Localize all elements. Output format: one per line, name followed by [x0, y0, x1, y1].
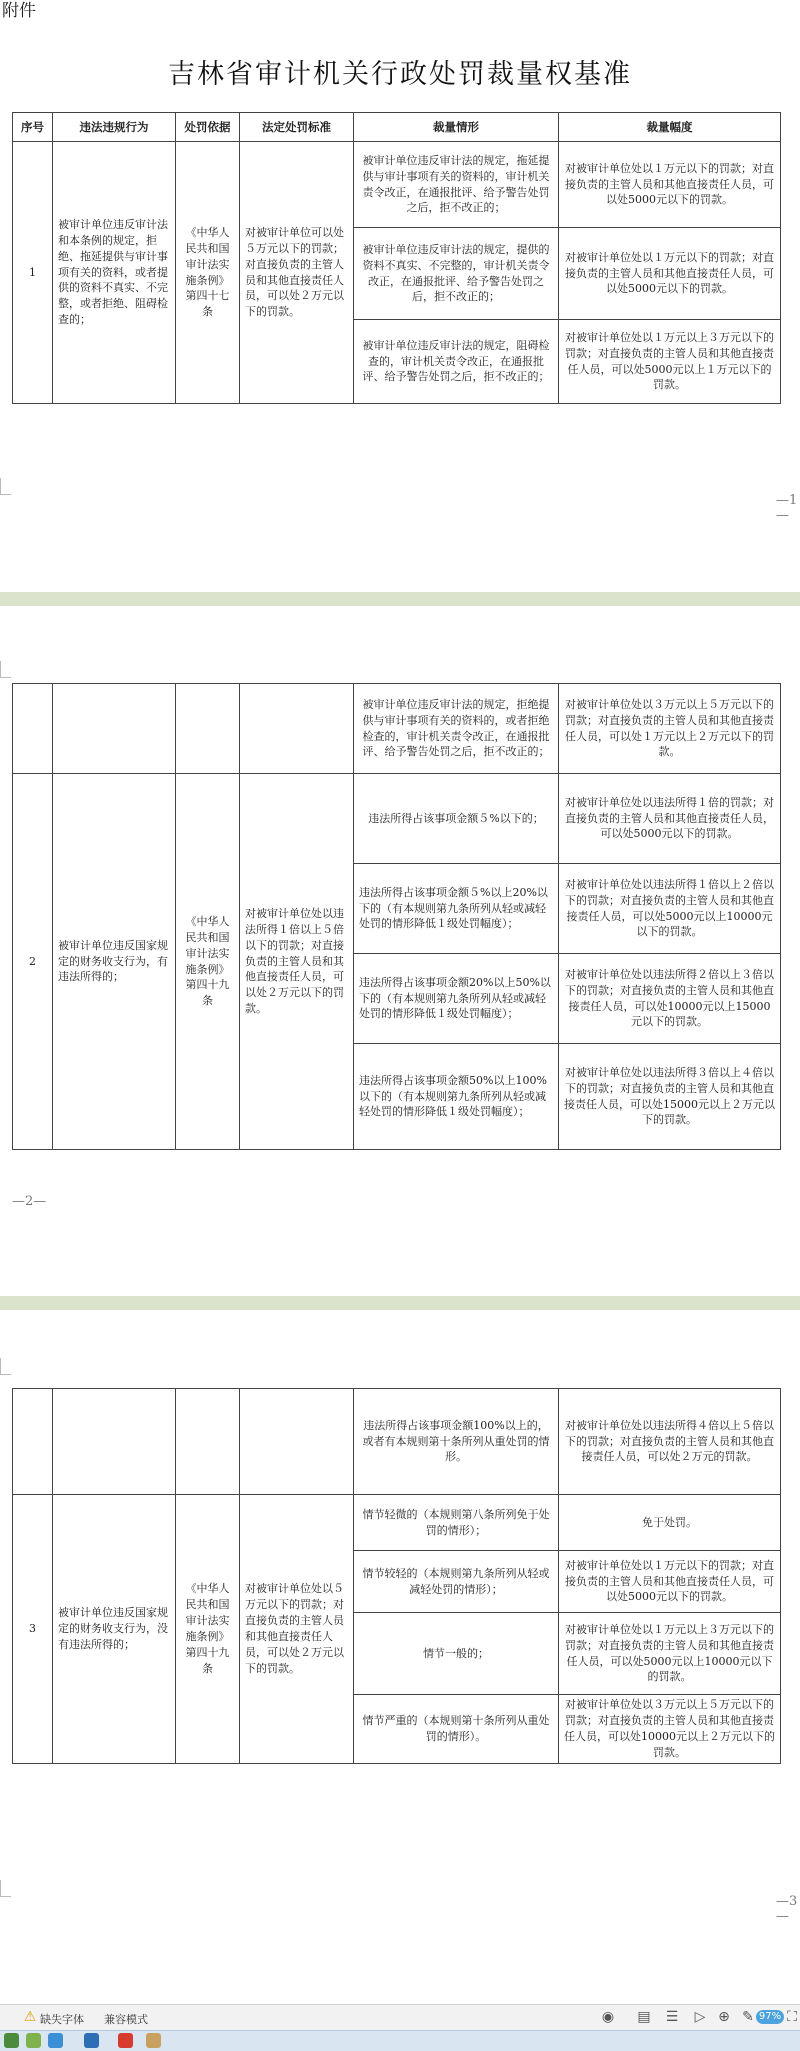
continued-cell — [240, 684, 354, 774]
wps-icon[interactable] — [118, 2033, 133, 2048]
start-icon[interactable] — [4, 2033, 19, 2048]
circumstance: 违法所得占该事项金额５%以上20%以下的（有本规则第九条所列从轻或减轻处罚的情形降低１级处罚幅度）； — [354, 864, 559, 954]
play-icon[interactable]: ▷ — [694, 2009, 706, 2025]
page-number: —2— — [12, 1194, 47, 1209]
row-number: 2 — [13, 774, 53, 1150]
penalty-range: 对被审计单位处以３万元以上５万元以下的罚款；对直接负责的主管人员和其他直接责任人员，可以处10000元以上２万元以下的罚款。 — [559, 1695, 781, 1764]
penalty-basis: 《中华人民共和国审计法实施条例》第四十九条 — [176, 774, 240, 1150]
circumstance: 情节轻微的（本规则第八条所列免于处罚的情形）； — [354, 1495, 559, 1551]
status-bar — [0, 2004, 800, 2031]
web-view-icon[interactable]: ⊕ — [718, 2009, 730, 2025]
header-no: 序号 — [13, 113, 53, 142]
penalty-basis: 《中华人民共和国审计法实施条例》第四十七条 — [176, 142, 240, 404]
penalty-range: 对被审计单位处以违法所得２倍以上３倍以下的罚款；对直接负责的主管人员和其他直接责任人员，可以处10000元以上15000元以下的罚款。 — [559, 954, 781, 1044]
penalty-range: 对被审计单位处以３万元以上５万元以下的罚款；对直接负责的主管人员和其他直接责任人员，可以处１万元以上２万元以下的罚款。 — [559, 684, 781, 774]
continued-cell — [176, 684, 240, 774]
continued-cell — [176, 1389, 240, 1495]
legal-standard: 对被审计单位处以５万元以下的罚款；对直接负责的主管人员和其他直接责任人员，可以处２万元以下的罚款。 — [240, 1495, 354, 1764]
page-number: —1— — [776, 493, 798, 523]
outline-view-icon[interactable]: ☰ — [665, 2009, 679, 2025]
penalty-table-page-1 — [12, 112, 781, 404]
header-behavior: 违法违规行为 — [53, 113, 176, 142]
circumstance: 违法所得占该事项金额50%以上100%以下的（有本规则第九条所列从轻或减轻处罚的情形降低１级处罚幅度）； — [354, 1044, 559, 1150]
taskbar — [0, 2030, 800, 2051]
table-row — [13, 1389, 781, 1495]
circumstance: 被审计单位违反审计法的规定，拒绝提供与审计事项有关的资料的，或者拒绝检查的，审计机关责令改正，在通报批评、给予警告处罚之后，拒不改正的； — [354, 684, 559, 774]
page-1 — [0, 0, 800, 592]
penalty-range: 对被审计单位处以违法所得３倍以上４倍以下的罚款；对直接负责的主管人员和其他直接责任人员，可以处15000元以上２万元以下的罚款。 — [559, 1044, 781, 1150]
penalty-range: 对被审计单位处以违法所得４倍以上５倍以下的罚款；对直接负责的主管人员和其他直接责任人员，可以处２万元的罚款。 — [559, 1389, 781, 1495]
circumstance: 被审计单位违反审计法的规定，提供的资料不真实、不完整的，审计机关责令改正，在通报批评、给予警告处罚之后，拒不改正的； — [354, 228, 559, 320]
attachment-label: 附件 — [2, 1, 36, 21]
circumstance: 被审计单位违反审计法的规定，阻碍检查的，审计机关责令改正，在通报批评、给予警告处罚之后，拒不改正的； — [354, 320, 559, 404]
penalty-range: 对被审计单位处以１万元以上３万元以下的罚款；对直接负责的主管人员和其他直接责任人员，可以处5000元以上１万元以下的罚款。 — [559, 320, 781, 404]
eye-protect-icon[interactable]: ◉ — [601, 2009, 615, 2025]
circumstance: 情节一般的； — [354, 1613, 559, 1695]
page-corner-mark — [0, 1880, 11, 1897]
penalty-range: 对被审计单位处以１万元以下的罚款；对直接负责的主管人员和其他直接责任人员，可以处5000元以下的罚款。 — [559, 1551, 781, 1613]
header-standard: 法定处罚标准 — [240, 113, 354, 142]
table-row — [13, 684, 781, 774]
legal-standard: 对被审计单位可以处５万元以下的罚款；对直接负责的主管人员和其他直接责任人员，可以处２万元以下的罚款。 — [240, 142, 354, 404]
document-title: 吉林省审计机关行政处罚裁量权基准 — [168, 59, 632, 90]
header-range: 裁量幅度 — [559, 113, 781, 142]
continued-cell — [53, 684, 176, 774]
circumstance: 违法所得占该事项金额５%以下的； — [354, 774, 559, 864]
continued-cell — [53, 1389, 176, 1495]
circumstance: 情节较轻的（本规则第九条所列从轻或减轻处罚的情形）； — [354, 1551, 559, 1613]
page-corner-mark — [0, 1358, 11, 1375]
violation-behavior: 被审计单位违反国家规定的财务收支行为，没有违法所得的； — [53, 1495, 176, 1764]
table-row — [13, 142, 781, 228]
compat-mode-indicator[interactable]: 兼容模式 — [104, 2013, 148, 2026]
violation-behavior: 被审计单位违反审计法和本条例的规定，拒绝、拖延提供与审计事项有关的资料，或者提供的资料不真实、不完整，或者拒绝、阻碍检查的； — [53, 142, 176, 404]
penalty-range: 对被审计单位处以违法所得１倍以上２倍以下的罚款；对直接负责的主管人员和其他直接责任人员，可以处5000元以上10000元以下的罚款。 — [559, 864, 781, 954]
zoom-level[interactable]: 97% — [756, 2010, 784, 2024]
row-number: 3 — [13, 1495, 53, 1764]
continued-cell — [13, 1389, 53, 1495]
table-header-row — [13, 113, 781, 142]
penalty-range: 免于处罚。 — [559, 1495, 781, 1551]
table-row — [13, 774, 781, 864]
violation-behavior: 被审计单位违反国家规定的财务收支行为，有违法所得的； — [53, 774, 176, 1150]
header-circumstance: 裁量情形 — [354, 113, 559, 142]
circumstance: 情节严重的（本规则第十条所列从重处罚的情形）。 — [354, 1695, 559, 1764]
fullscreen-icon[interactable]: ⛶ — [787, 2009, 797, 2025]
table-row — [13, 1495, 781, 1551]
page-corner-mark — [0, 478, 11, 495]
app-icon[interactable] — [26, 2033, 41, 2048]
penalty-basis: 《中华人民共和国审计法实施条例》第四十九条 — [176, 1495, 240, 1764]
circumstance: 被审计单位违反审计法的规定，拖延提供与审计事项有关的资料的，审计机关责令改正，在通报批评、给予警告处罚之后，拒不改正的； — [354, 142, 559, 228]
pen-icon[interactable]: ✎ — [742, 2009, 754, 2025]
page-corner-mark — [0, 661, 11, 678]
chat-icon[interactable] — [84, 2033, 99, 2048]
user-icon[interactable] — [146, 2033, 161, 2048]
penalty-range: 对被审计单位处以违法所得１倍的罚款；对直接负责的主管人员和其他直接责任人员，可以处5000元以下的罚款。 — [559, 774, 781, 864]
circumstance: 违法所得占该事项金额100%以上的，或者有本规则第十条所列从重处罚的情形。 — [354, 1389, 559, 1495]
continued-cell — [13, 684, 53, 774]
page-2 — [0, 606, 800, 1296]
penalty-range: 对被审计单位处以１万元以上３万元以下的罚款；对直接负责的主管人员和其他直接责任人员，可以处5000元以上10000元以下的罚款。 — [559, 1613, 781, 1695]
row-number: 1 — [13, 142, 53, 404]
browser-icon[interactable] — [48, 2033, 63, 2048]
header-basis: 处罚依据 — [176, 113, 240, 142]
penalty-range: 对被审计单位处以１万元以下的罚款；对直接负责的主管人员和其他直接责任人员，可以处5000元以下的罚款。 — [559, 142, 781, 228]
page-number: —3— — [776, 1894, 798, 1924]
page-3 — [0, 1310, 800, 2004]
warning-icon: ⚠ — [23, 2009, 37, 2025]
page-gap — [0, 1296, 800, 1310]
penalty-table-page-3 — [12, 1388, 781, 1764]
page-gap — [0, 592, 800, 606]
circumstance: 违法所得占该事项金额20%以上50%以下的（有本规则第九条所列从轻或减轻处罚的情形降低１级处罚幅度）； — [354, 954, 559, 1044]
page-view-icon[interactable]: ▤ — [637, 2009, 651, 2025]
continued-cell — [240, 1389, 354, 1495]
penalty-table-page-2 — [12, 683, 781, 1150]
missing-font-indicator[interactable]: 缺失字体 — [40, 2013, 84, 2026]
legal-standard: 对被审计单位处以违法所得１倍以上５倍以下的罚款；对直接负责的主管人员和其他直接责任人员，可以处２万元以下的罚款。 — [240, 774, 354, 1150]
penalty-range: 对被审计单位处以１万元以下的罚款；对直接负责的主管人员和其他直接责任人员，可以处5000元以下的罚款。 — [559, 228, 781, 320]
